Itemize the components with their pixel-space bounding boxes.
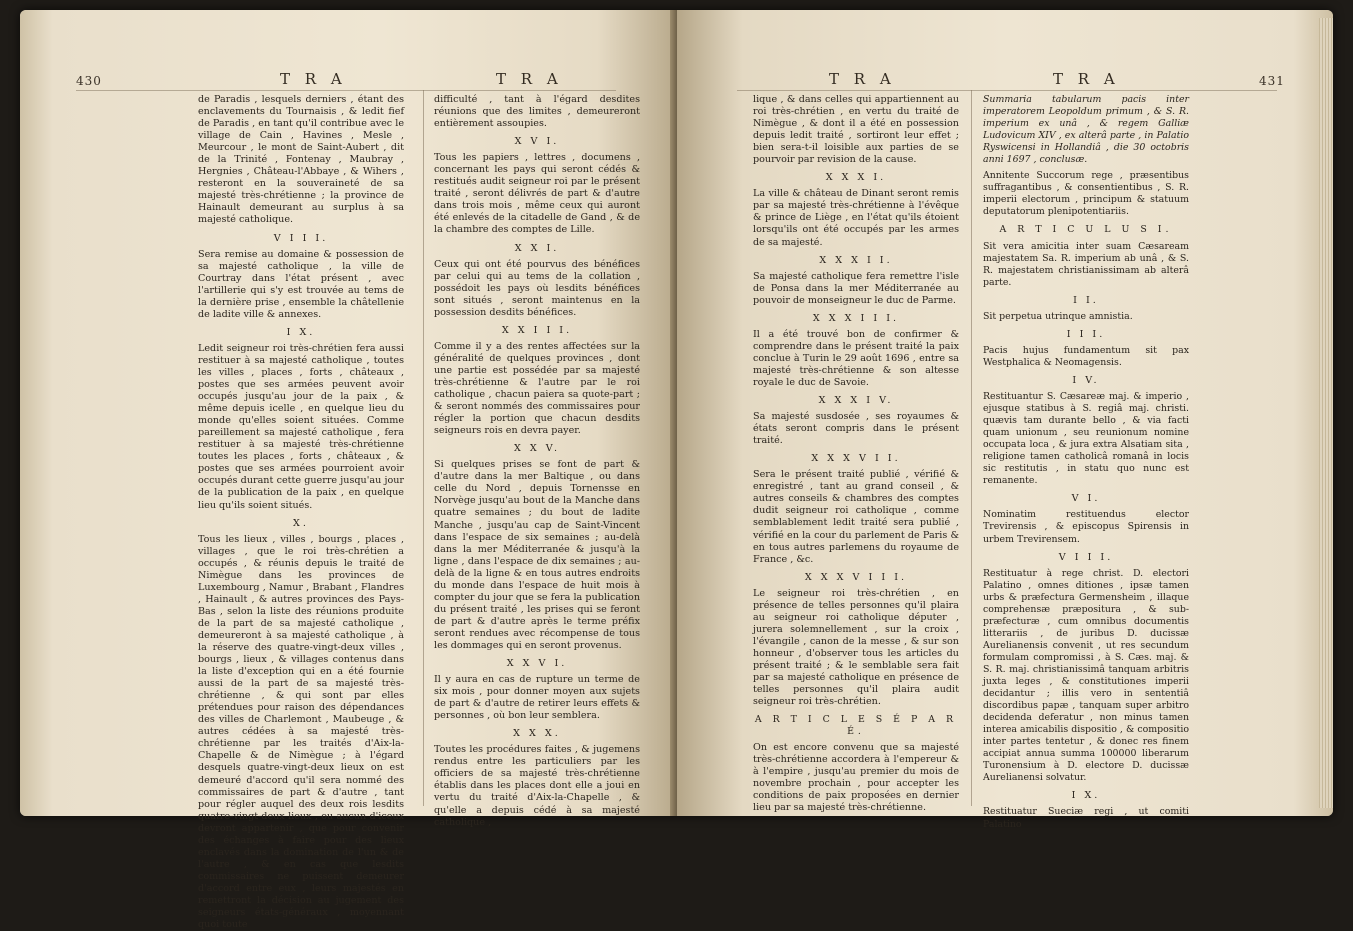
left-page bbox=[20, 10, 676, 931]
left-column-rule bbox=[423, 90, 424, 806]
article-heading: X. bbox=[293, 517, 309, 529]
article-heading: X X V I. bbox=[506, 658, 568, 670]
article-paragraph: On est encore convenu que sa majesté très-chrétienne accordera à l'empereur & à l'empire , jusqu'au premier du mois de novembre prochain , pour accepter les conditions de paix proposées en dernier lieu par sa majesté très-chrétienne. bbox=[753, 742, 959, 814]
article-heading: X X X I. bbox=[825, 172, 887, 184]
right-column-2 bbox=[983, 94, 1189, 830]
article-paragraph: Restituantur S. Cæsareæ maj. & imperio , ejusque statibus à S. regiâ maj. christi. quævis tam durante bello , & via facti quam unionum , seu reunionum nomine occupata loca , & jura extra Alsatiam sita , religione tamen catholicâ romanâ in locis sic restitutis , in statu quo nunc est remanente. bbox=[983, 390, 1189, 487]
article-heading: X X V. bbox=[513, 443, 561, 455]
article-heading: V I I I. bbox=[273, 232, 329, 244]
article-paragraph: Tous les lieux , villes , bourgs , places , villages , que le roi très-chrétien a occupés , & réunis depuis le traité de Nimègue dans les provinces de Luxembourg , Namur , Brabant , Flandres , Hainault , & autres provinces des Pays-Bas , selon la liste des réunions produite de la part de sa majesté catholique , demeureront à sa majesté catholique , à la réserve des quatre-vingt-deux villes , bourgs , lieux , & villages contenus dans la liste d'exception qui en a été fournie aussi de la part de sa majesté très-chrétienne , & qui sont par elles prétendues pour raison des dépendances des villes de Charlemont , Maubeuge , & autres cédées à sa majesté très-chrétienne par les traités d'Aix-la-Chapelle & de Nimègue ; à l'égard desquels quatre-vingt-deux lieux on est demeuré d'accord qu'il sera nommé des commissaires de part & d'autre , tant pour régler auquel des deux rois lesdits quatre-vingt-deux lieux , ou aucun d'iceux devront appartenir , que pour convenir des échanges à faire pour des lieux enclavés dans la domination de l'un & de l'autre , & en cas que lesdits commissaires ne puissent demeurer d'accord entre eux , leurs majestés en remettront la décision au jugement des seigneurs états-généraux , moyennant quoi toute bbox=[198, 533, 404, 931]
article-paragraph: Tous les papiers , lettres , documens , concernant les pays qui seront cédés & restitués audit seigneur roi par le présent traité , seront délivrés de part & d'autre dans trois mois , même ceux qui auront été enlevés de la citadelle de Gand , & de la chambre des comptes de Lille. bbox=[434, 152, 640, 236]
article-heading: X X I. bbox=[514, 242, 560, 254]
article-paragraph: Annitente Succorum rege , præsentibus suffragantibus , & consentientibus , S. R. imperii electorum , principum & statuum deputatorum plenipotentiariis. bbox=[983, 170, 1189, 218]
article-heading: I I I. bbox=[1066, 328, 1106, 340]
article-paragraph: Restituatur à rege christ. D. electori Palatino , omnes ditiones , ipsæ tamen urbs & præfectura Germensheim , illaque comprehensæ præpositura , & sub-præfecturæ , cum omnibus documentis litterariis , de juribus D. ducissæ Aurelianensis convenit , ut res secundum formulam compromissi , à S. Cæs. maj. & S. R. maj. christianissimâ tanquam arbitris juxta leges , & constitutiones imperii decidantur ; illis vero in sententiâ discordibus papæ , tanquam super arbitro decidenda deferatur , non minus tamen interea amicabilis dispositio , & compositio inter partes tentetur , & donec res finem accipiat annua summa 100000 liberarum Turonensium à D. electore D. ducissæ Aurelianensi solvatur. bbox=[983, 567, 1189, 784]
article-paragraph: Toutes les procédures faites , & jugemens rendus entre les particuliers par les officiers de sa majesté très-chrétienne établis dans les places dont elle a joui en vertu du traité d'Aix-la-Chapelle , & qu'elle a depuis cédé à sa majesté catholique , bbox=[434, 744, 640, 828]
right-running-head-a: T R A bbox=[829, 70, 896, 88]
article-heading: V I I I. bbox=[1058, 551, 1114, 563]
left-column-1 bbox=[198, 94, 404, 931]
article-heading: I X. bbox=[286, 326, 316, 338]
article-paragraph: Sit perpetua utrinque amnistia. bbox=[983, 310, 1133, 322]
article-paragraph: Le seigneur roi très-chrétien , en présence de telles personnes qu'il plaira au seigneur roi catholique députer , jurera solemnellement , sur la croix , l'évangile , canon de la messe , & sur son honneur , d'observer tous les articles du présent traité ; & le semblable sera fait par sa majesté catholique en présence de telles personnes qu'il plaira audit seigneur roi très-chrétien. bbox=[753, 587, 959, 708]
right-page-edges bbox=[1319, 18, 1333, 808]
left-page-number: 430 bbox=[76, 74, 102, 88]
left-column-2 bbox=[434, 94, 640, 828]
article-paragraph: Sa majesté susdosée , ses royaumes & états seront compris dans le présent traité. bbox=[753, 411, 959, 447]
article-paragraph: Sa majesté catholique fera remettre l'isle de Ponsa dans la mer Méditerranée au pouvoir de monseigneur le duc de Parme. bbox=[753, 270, 959, 306]
article-paragraph: Il y aura en cas de rupture un terme de six mois , pour donner moyen aux sujets de part & d'autre de retirer leurs effets & personnes , où bon leur semblera. bbox=[434, 674, 640, 722]
article-paragraph: Si quelques prises se font de part & d'autre dans la mer Baltique , ou dans celle du Nord , depuis Tornensse en Norvège jusqu'au bout de la Manche dans quatre semaines ; du bout de ladite Manche , jusqu'au cap de Saint-Vincent dans l'espace de six semaines ; au-delà dans la mer Méditerranée & jusqu'à la ligne , dans l'espace de dix semaines ; au-delà de la ligne & en tous autres endroits du monde dans l'espace de huit mois à compter du jour que se fera la publication du présent traité , les prises qui se feront de part & d'autre après le terme préfix seront rendues avec récompense de tous les dommages qui en seront provenus. bbox=[434, 459, 640, 651]
book-spread bbox=[20, 10, 1333, 931]
article-paragraph: Ledit seigneur roi très-chrétien fera aussi restituer à sa majesté catholique , toutes les villes , places , forts , châteaux , postes que ses armées peuvent avoir occupés jusqu'au jour de la paix , & même depuis icelle , en quelque lieu du monde qu'elles soient situées. Comme pareillement sa majesté catholique , fera restituer à sa majesté très-chrétienne toutes les places , forts , châteaux , & postes que ses armées pourroient avoir occupés durant cette guerre jusqu'au jour de la publication de la paix , en quelque lieu qu'ils soient situés. bbox=[198, 342, 404, 511]
article-paragraph: La ville & château de Dinant seront remis par sa majesté très-chrétienne à l'évêque & prince de Liège , en l'état qu'ils étoient lorsqu'ils ont été occupés par les armes de sa majesté. bbox=[753, 188, 959, 248]
article-paragraph: difficulté , tant à l'égard desdites réunions que des limites , demeureront entièrement assoupies. bbox=[434, 94, 640, 130]
article-paragraph: Ceux qui ont été pourvus des bénéfices par celui qui au tems de la collation , possédoit les pays où lesdits bénéfices sont situés , seront maintenus en la possession desdits bénéfices. bbox=[434, 258, 640, 318]
left-running-head-a: T R A bbox=[280, 70, 347, 88]
article-heading: A R T I C L E S É P A R É. bbox=[754, 714, 958, 738]
right-column-1 bbox=[753, 94, 959, 814]
article-heading: I V. bbox=[1072, 374, 1100, 386]
article-paragraph: Pacis hujus fundamentum sit pax Westphalica & Neomagensis. bbox=[983, 344, 1189, 368]
article-paragraph: Sera remise au domaine & possession de sa majesté catholique , la ville de Courtray dans l'état présent , avec l'artillerie qui s'y est trouvée au tems de la dernière prise , ensemble la châtellenie de ladite ville & annexes. bbox=[198, 248, 404, 320]
article-paragraph: de Paradis , lesquels derniers , étant des enclavements du Tournaisis , & ledit fief de Paradis , en tant qu'il contribue avec le village de Cain , Havines , Mesle , Meurcour , le mont de Saint-Aubert , dit de la Trinité , Fontenay , Maubray , Hergnies , Château-l'Abbaye , & Wihers , resteront en la souveraineté de sa majesté très-chrétienne ; la province de Hainault demeurant au surplus à sa majesté catholique. bbox=[198, 94, 404, 226]
article-paragraph: Comme il y a des rentes affectées sur la généralité de quelques provinces , dont une partie est possédée par sa majesté très-chrétienne & l'autre par le roi catholique , chacun paiera sa quote-part ; & seront nommés des commissaires pour régler la portion que chacun desdits seigneurs rois en devra payer. bbox=[434, 340, 640, 437]
article-heading: X X I I I. bbox=[501, 324, 573, 336]
article-paragraph: Il a été trouvé bon de confirmer & comprendre dans le présent traité la paix conclue à Turin le 29 août 1696 , entre sa majesté très-chrétienne & son altesse royale le duc de Savoie. bbox=[753, 328, 959, 388]
article-paragraph: Restituatur Sueciæ regi , ut comiti Palatino bbox=[983, 806, 1189, 830]
left-header-rule bbox=[76, 90, 616, 91]
right-header-rule bbox=[737, 90, 1277, 91]
article-paragraph: lique , & dans celles qui appartiennent au roi très-chrétien , en vertu du traité de Nimègue , & dont il a été en possession depuis ledit traité , sortiront leur effet ; bien sera-t-il loisible aux parties de se pourvoir par revision de la cause. bbox=[753, 94, 959, 166]
article-heading: X X X V I I. bbox=[811, 453, 901, 465]
article-heading: X X X I V. bbox=[818, 395, 894, 407]
article-heading: I I. bbox=[1073, 294, 1099, 306]
article-heading: X X X. bbox=[513, 728, 561, 740]
article-heading: X X X V I I I. bbox=[804, 571, 908, 583]
article-heading: X V I. bbox=[514, 136, 560, 148]
article-paragraph: Sit vera amicitia inter suam Cæsaream majestatem Sa. R. imperium ab unâ , & S. R. majestatem christianissimam ab alterâ parte. bbox=[983, 240, 1189, 288]
article-paragraph: Sera le présent traité publié , vérifié & enregistré , tant au grand conseil , & autres conseils & chambres des comptes dudit seigneur roi catholique , comme semblablement ledit traité sera publié , vérifié en la cour du parlement de Paris & en tous autres parlemens du royaume de France , &c. bbox=[753, 469, 959, 565]
right-column-rule bbox=[971, 90, 972, 806]
article-heading: X X X I I I. bbox=[812, 312, 900, 324]
right-page bbox=[677, 10, 1333, 830]
left-running-head-b: T R A bbox=[496, 70, 563, 88]
right-page-number: 431 bbox=[1259, 74, 1285, 88]
article-paragraph: Nominatim restituendus elector Trevirensis , & episcopus Spirensis in urbem Trevirensem. bbox=[983, 509, 1189, 545]
article-heading: A R T I C U L U S I. bbox=[999, 224, 1173, 236]
article-heading: V I. bbox=[1071, 493, 1101, 505]
article-heading: X X X I I. bbox=[819, 254, 893, 266]
article-paragraph: Summaria tabularum pacis inter imperatorem Leopoldum primum , & S. R. imperium ex unâ , & regem Galliæ Ludovicum XIV , ex alterâ parte , in Palatio Ryswicensi in Hollandiâ , die 30 octobris anni 1697 , conclusæ. bbox=[983, 94, 1189, 166]
article-heading: I X. bbox=[1071, 790, 1101, 802]
right-running-head-b: T R A bbox=[1053, 70, 1120, 88]
